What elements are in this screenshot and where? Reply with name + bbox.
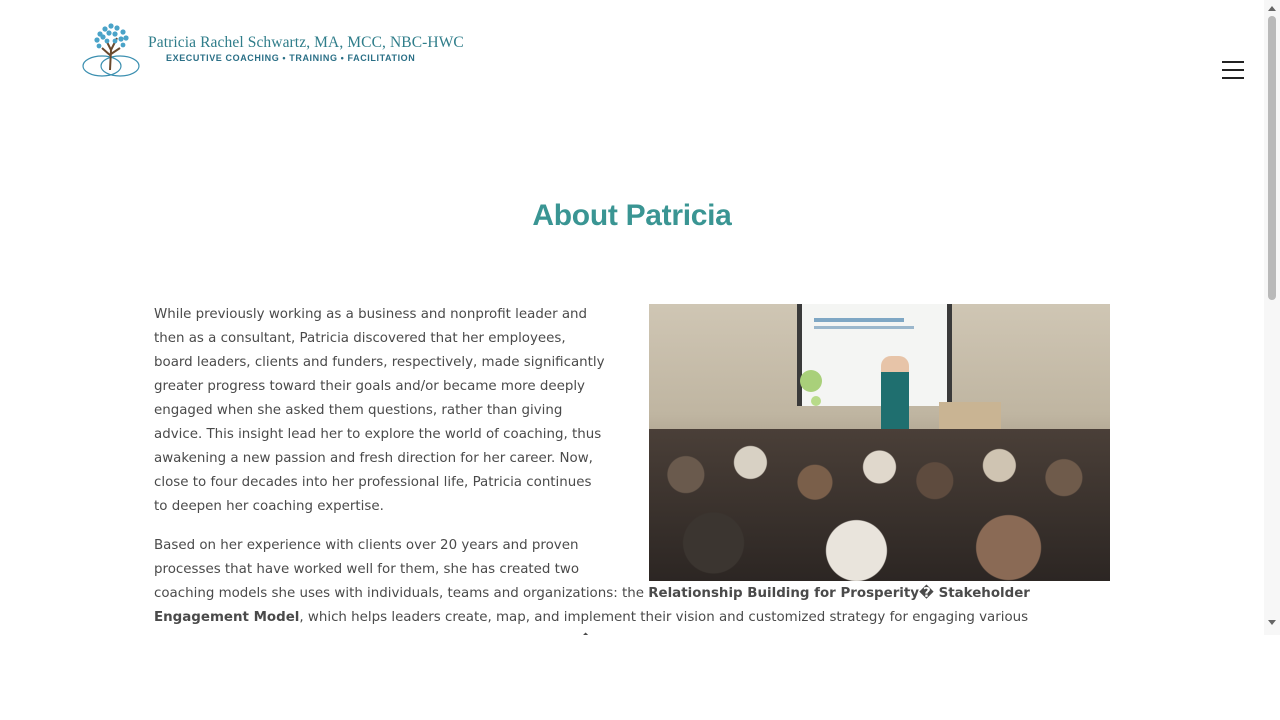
page-title: About Patricia [532, 199, 732, 232]
scrollbar-thumb[interactable] [1268, 16, 1276, 300]
site-logo[interactable] [82, 20, 464, 80]
site-header [0, 0, 1264, 110]
scroll-up-arrow-icon[interactable] [1268, 6, 1276, 11]
hamburger-menu-icon[interactable] [1219, 58, 1247, 82]
paragraph-2-intro: Based on her experience with clients over 20 years and proven processes that have worked well for them, she has created two coaching models she uses with individuals, teams and organizations: the [154, 538, 649, 601]
viewport-bottom [0, 635, 1280, 720]
projector-screen [797, 304, 952, 406]
speaker-presenting-to-audience-photo [649, 304, 1110, 581]
paragraph-2-mid: , which helps leaders create, map, and implement their vision and customized strategy for engaging various [299, 610, 1029, 625]
logo-name-text: Patricia Rachel Schwartz, MA, MCC, NBC-HWC [148, 34, 464, 51]
tree-logo-icon [82, 20, 146, 80]
model-relationship-building: Relationship Building for Prosperity� Stakeholder Engagement Model [154, 586, 1030, 625]
scroll-down-arrow-icon[interactable] [1268, 620, 1276, 625]
logo-tagline-text: EXECUTIVE COACHING • TRAINING • FACILITATION [166, 53, 416, 63]
about-content [154, 303, 1116, 669]
about-paragraph-1: While previously working as a business and nonprofit leader and then as a consultant, Patricia discovered that her employees, board leaders, clients and funders, respectively, made significantly greater progress toward their goals and/or became more deeply engaged when she asked them questions, rather than giving advice. This insight lead her to explore the world of coaching, thus awakening a new passion and fresh direction for her career. Now, close to four decades into her professional life, Patricia continues to deepen her coaching expertise. [154, 307, 605, 514]
audience [649, 429, 1110, 581]
